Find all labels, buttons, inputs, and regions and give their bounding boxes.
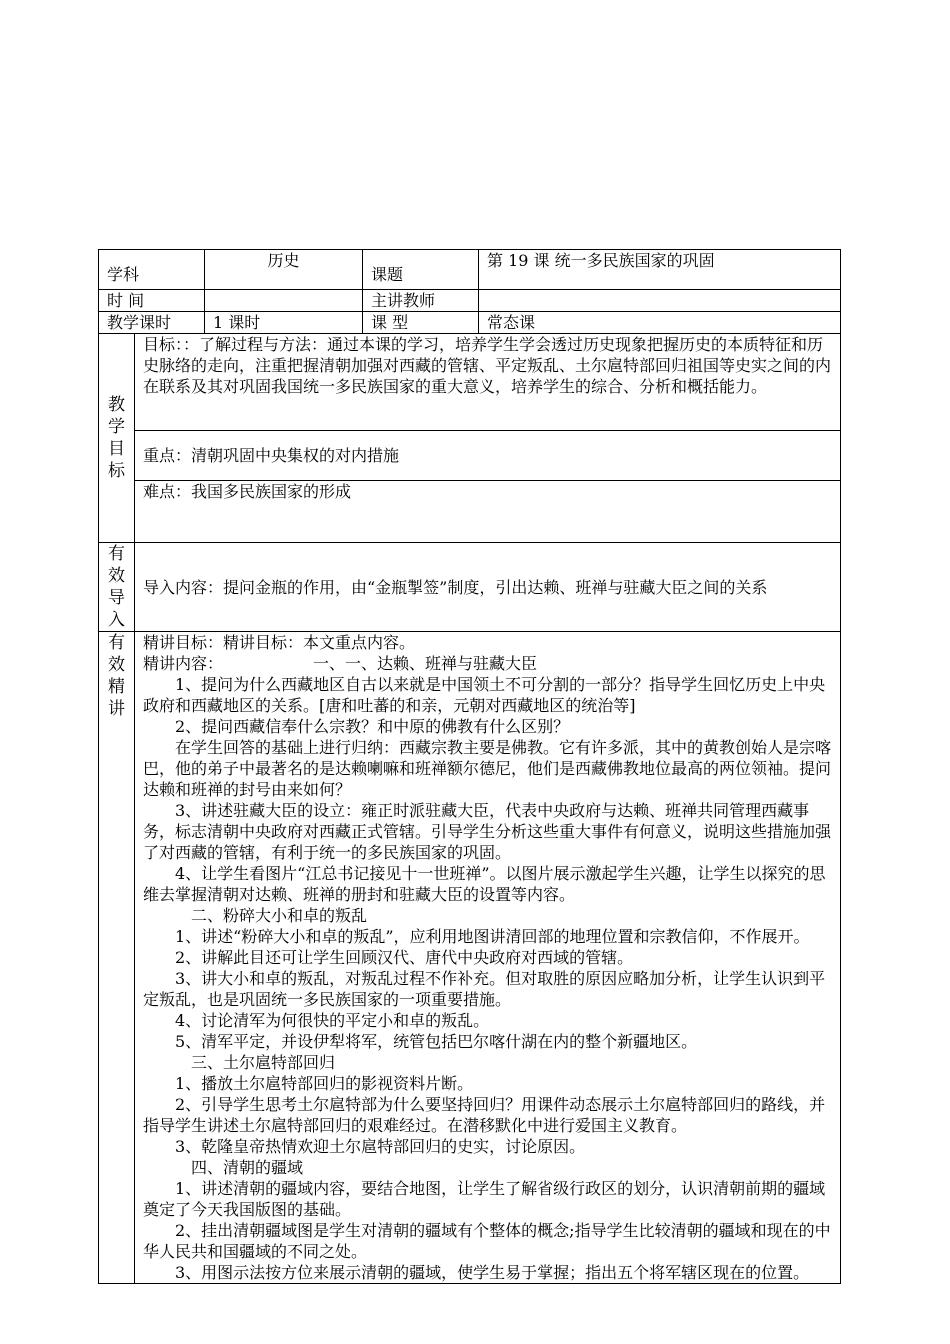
lecture-paragraph: 1、提问为什么西藏地区自古以来就是中国领土不可分割的一部分？指导学生回忆历史上中央政府和西藏地区的关系。[唐和吐蕃的和亲，元朝对西藏地区的统治等]: [143, 675, 826, 715]
lecture-paragraph: 3、乾隆皇帝热情欢迎土尔扈特部回归的史实，讨论原因。: [175, 1137, 586, 1156]
hours-value: 1 课时: [205, 312, 363, 334]
lecture-content-heading: 一、一、达赖、班禅与驻藏大臣: [313, 654, 538, 673]
section-heading: 四、清朝的疆域: [191, 1158, 304, 1177]
lecture-content-line: [143, 653, 832, 674]
lecture-paragraph: 4、让学生看图片“江总书记接见十一世班禅”。以图片展示激起学生兴趣，让学生以探究的思维去掌握清朝对达赖、班禅的册封和驻藏大臣的设置等内容。: [143, 864, 826, 904]
row-goal-key: [99, 431, 841, 481]
subject-value: 历史: [205, 250, 363, 290]
row-lecture: [99, 632, 841, 1284]
lecture-paragraph: 3、用图示法按方位来展示清朝的疆域，使学生易于掌握；指出五个将军辖区现在的位置。: [175, 1263, 810, 1282]
lecture-paragraph: 3、讲大小和卓的叛乱，对叛乱过程不作补充。但对取胜的原因应略加分析，让学生认识到平定叛乱，也是巩固统一多民族国家的一项重要措施。: [143, 969, 826, 1009]
lecture-label-cell: [99, 632, 135, 1284]
section-heading: 三、土尔扈特部回归: [191, 1053, 336, 1072]
type-value: 常态课: [479, 312, 841, 334]
lecture-paragraph: 1、讲述“粉碎大小和卓的叛乱”，应利用地图讲清回部的地理位置和宗教信仰，不作展开。: [175, 927, 810, 946]
lecture-paragraph: 5、清军平定，并设伊犁将军，统管包括巴尔喀什湖在内的整个新疆地区。: [175, 1032, 698, 1051]
lecture-paragraph: 2、引导学生思考土尔扈特部为什么要坚持回归？用课件动态展示土尔扈特部回归的路线，并指导学生讲述土尔扈特部回归的艰难经过。在潜移默化中进行爱国主义教育。: [143, 1095, 826, 1135]
teacher-value: [479, 290, 841, 312]
lecture-content-cell: [135, 632, 841, 1284]
goals-label-cell: [99, 334, 135, 543]
row-goal-objective: [99, 334, 841, 431]
row-goal-difficulty: [99, 481, 841, 543]
intro-label-cell: [99, 543, 135, 632]
topic-value: 第 19 课 统一多民族国家的巩固: [479, 250, 841, 290]
lecture-content-label: 精讲内容：: [143, 654, 224, 673]
goal-objective: 目标：：了解过程与方法：通过本课的学习，培养学生学会透过历史现象把握历史的本质特征和历史脉络的走向，注重把握清朝加强对西藏的管辖、平定叛乱、土尔扈特部回归祖国等史实之间的内在联系及其对巩固我国统一多民族国家的重大意义，培养学生的综合、分析和概括能力。: [135, 334, 841, 431]
lecture-paragraph: 2、讲解此目还可让学生回顾汉代、唐代中央政府对西域的管辖。: [175, 948, 634, 967]
row-hours: [99, 312, 841, 334]
lecture-label: 有效精讲: [108, 633, 125, 719]
intro-content: 导入内容：提问金瓶的作用，由“金瓶掣签”制度，引出达赖、班禅与驻藏大臣之间的关系: [135, 543, 841, 632]
row-intro: [99, 543, 841, 632]
goal-key-point: 重点：清朝巩固中央集权的对内措施: [135, 431, 841, 481]
lecture-paragraph: 4、讨论清军为何很快的平定小和卓的叛乱。: [175, 1011, 490, 1030]
row-time: [99, 290, 841, 312]
teacher-label: 主讲教师: [363, 290, 479, 312]
lecture-paragraph-list: [143, 674, 832, 1283]
lecture-paragraph: 2、挂出清朝疆域图是学生对清朝的疆域有个整体的概念;指导学生比较清朝的疆域和现在的中华人民共和国疆域的不同之处。: [143, 1221, 831, 1261]
lecture-goal: 精讲目标：精讲目标：本文重点内容。: [143, 633, 416, 652]
lesson-plan-table: [98, 249, 841, 1284]
time-value: [205, 290, 363, 312]
lecture-paragraph: 3、讲述驻藏大臣的设立：雍正时派驻藏大臣，代表中央政府与达赖、班禅共同管理西藏事务，标志清朝中央政府对西藏正式管辖。引导学生分析这些重大事件有何意义，说明这些措施加强了对西藏的管辖，有利于统一的多民族国家的巩固。: [143, 801, 832, 862]
subject-label: 学科: [99, 250, 205, 290]
hours-label: 教学课时: [99, 312, 205, 334]
lecture-paragraph: 1、讲述清朝的疆域内容，要结合地图，让学生了解省级行政区的划分，认识清朝前期的疆域奠定了今天我国版图的基础。: [143, 1179, 826, 1219]
section-heading: 二、粉碎大小和卓的叛乱: [191, 906, 368, 925]
type-label: 课 型: [363, 312, 479, 334]
lecture-paragraph: 1、播放土尔扈特部回归的影视资料片断。: [175, 1074, 474, 1093]
goals-label: 教学目标: [108, 395, 125, 481]
lecture-paragraph: 在学生回答的基础上进行归纳：西藏宗教主要是佛教。它有许多派，其中的黄教创始人是宗喀巴，他的弟子中最著名的是达赖喇嘛和班禅额尔德尼，他们是西藏佛教地位最高的两位领袖。提问达赖和班禅的封号由来如何？: [143, 738, 832, 799]
goal-difficulty: 难点：我国多民族国家的形成: [135, 481, 841, 543]
row-subject: [99, 250, 841, 290]
time-label: 时 间: [99, 290, 205, 312]
intro-label: 有效导入: [108, 544, 125, 630]
lecture-paragraph: 2、提问西藏信奉什么宗教？和中原的佛教有什么区别？: [175, 717, 570, 736]
lesson-plan-document: [98, 249, 840, 1284]
topic-label: 课题: [363, 250, 479, 290]
